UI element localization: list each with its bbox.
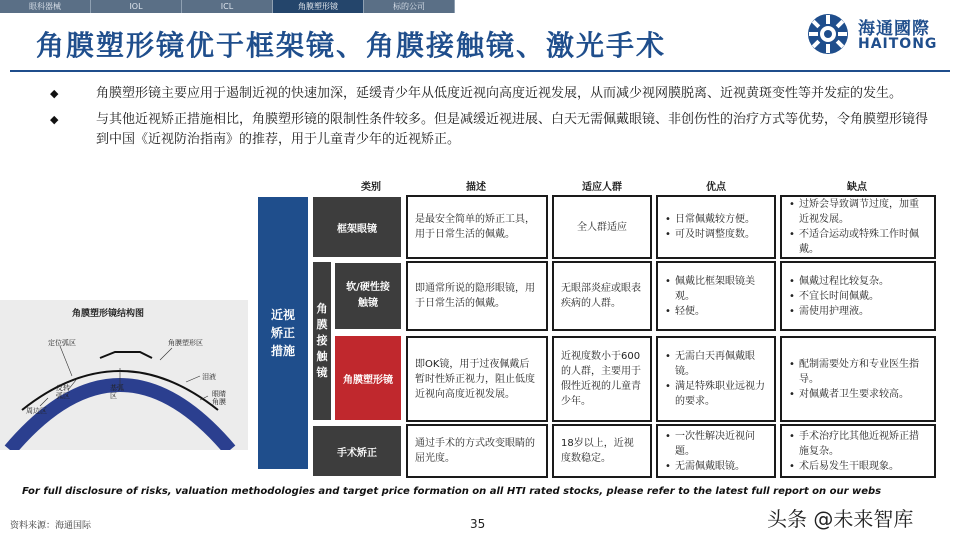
column-header-category: 类别	[361, 182, 381, 193]
cell-pros	[656, 195, 776, 259]
list-item: • 无需白天再佩戴眼镜。	[665, 349, 767, 379]
list-item: • 一次性解决近视问题。	[665, 429, 767, 459]
ortho-k-structure-diagram	[0, 300, 248, 450]
list-item: • 需使用护理液。	[789, 304, 889, 319]
tab-target-companies[interactable]: 标的公司	[364, 0, 455, 13]
list-item: • 可及时调整度数。	[665, 227, 755, 242]
cell-pros	[656, 336, 776, 422]
cell-description: 是最安全简单的矫正工具，用于日常生活的佩戴。	[406, 195, 548, 259]
logo-english-name: HAITONG	[858, 36, 938, 52]
cell-description: 即OK镜，用于过夜佩戴后暂时性矫正视力，阻止低度近视向高度近视发展。	[406, 336, 548, 422]
tab-eye-devices[interactable]: 眼科器械	[0, 0, 91, 13]
watermark: 头条 @未来智库	[767, 507, 914, 531]
bullet-text: 与其他近视矫正措施相比，角膜塑形镜的限制性条件较多。但是减缓近视进展、白天无需佩戴眼镜、非创伤性的治疗方式等优势，令角膜塑形镜得到中国《近视防治指南》的推荐，用于儿童青少年的近视矫正。	[96, 112, 929, 147]
diagram-title: 角膜塑形镜结构图	[72, 309, 145, 319]
group-label-contact-lens: 角膜接触镜	[313, 262, 331, 420]
column-header-pros: 优点	[706, 182, 726, 193]
page-title: 角膜塑形镜优于框架镜、角膜接触镜、激光手术	[36, 29, 667, 62]
nav-tabs	[0, 0, 455, 13]
diagram-label: 反转弧区	[56, 384, 70, 400]
bullet-item	[50, 84, 930, 104]
diamond-bullet-icon: ◆	[50, 87, 59, 100]
diagram-label: 眼睛角膜	[212, 390, 226, 406]
diagram-label: 基弧区	[110, 384, 124, 400]
diagram-label: 周边区	[26, 407, 47, 415]
bullet-text: 角膜塑形镜主要应用于遏制近视的快速加深，延缓青少年从低度近视向高度近视发展，从而减少视网膜脱离、近视黄斑变性等并发症的发生。	[96, 86, 903, 101]
cell-pros	[656, 424, 776, 478]
list-item: • 佩戴比框架眼镜美观。	[665, 274, 767, 304]
list-item: • 满足特殊职业远视力的要求。	[665, 379, 767, 409]
list-item: • 术后易发生干眼现象。	[789, 459, 927, 474]
list-item: • 不适合运动或特殊工作时佩戴。	[789, 227, 927, 257]
row-label-glasses: 框架眼镜	[313, 197, 401, 257]
group-label-myopia-correction: 近视矫正措施	[258, 197, 308, 469]
cell-cons	[780, 195, 936, 259]
disclaimer-text: For full disclosure of risks, valuation methodologies and target price formation on all HTI rated stocks, please refer to the latest full report on our webs	[22, 486, 882, 497]
row-label-surgery: 手术矫正	[313, 426, 401, 476]
tab-ortho-k[interactable]: 角膜塑形镜	[273, 0, 364, 13]
cell-cons	[780, 261, 936, 331]
list-item: • 配制需要处方和专业医生指导。	[789, 357, 927, 387]
list-item: • 对佩戴者卫生要求较高。	[789, 387, 927, 402]
source-note: 资料来源：海通国际	[10, 521, 92, 531]
diagram-label: 定位弧区	[48, 339, 76, 347]
diagram-label: 角膜塑形区	[168, 339, 203, 347]
tab-icl[interactable]: ICL	[182, 0, 273, 13]
bullet-item	[50, 110, 930, 150]
cell-population: 18岁以上，近视度数稳定。	[552, 424, 652, 478]
column-header-cons: 缺点	[847, 182, 867, 193]
cell-description: 通过手术的方式改变眼睛的屈光度。	[406, 424, 548, 478]
cell-population: 近视度数小于600的人群，主要用于假性近视的儿童青少年。	[552, 336, 652, 422]
title-divider	[10, 70, 950, 72]
column-header-population: 适应人群	[582, 182, 622, 193]
row-label-contact-lens: 软/硬性接触镜	[335, 263, 401, 329]
cell-pros	[656, 261, 776, 331]
list-item: • 过矫会导致调节过度，加重近视发展。	[789, 197, 927, 227]
list-item: • 无需佩戴眼镜。	[665, 459, 767, 474]
haitong-logo	[806, 10, 946, 56]
bullet-list	[50, 84, 930, 156]
list-item: • 轻便。	[665, 304, 767, 319]
cell-population: 无眼部炎症或眼表疾病的人群。	[552, 261, 652, 331]
list-item: • 手术治疗比其他近视矫正措施复杂。	[789, 429, 927, 459]
list-item: • 佩戴过程比较复杂。	[789, 274, 889, 289]
cell-cons	[780, 424, 936, 478]
page-number: 35	[470, 517, 486, 531]
diagram-label: 泪液	[202, 373, 216, 381]
list-item: • 日常佩戴较方便。	[665, 212, 755, 227]
cell-population: 全人群适应	[552, 195, 652, 259]
haitong-emblem-icon	[806, 12, 850, 56]
logo-chinese-name: 海通國際	[858, 19, 930, 39]
cell-cons	[780, 336, 936, 422]
column-header-description: 描述	[466, 182, 486, 193]
diamond-bullet-icon: ◆	[50, 113, 59, 126]
cell-description: 即通常所说的隐形眼镜，用于日常生活的佩戴。	[406, 261, 548, 331]
list-item: • 不宜长时间佩戴。	[789, 289, 889, 304]
row-label-ortho-k: 角膜塑形镜	[335, 336, 401, 420]
tab-iol[interactable]: IOL	[91, 0, 182, 13]
